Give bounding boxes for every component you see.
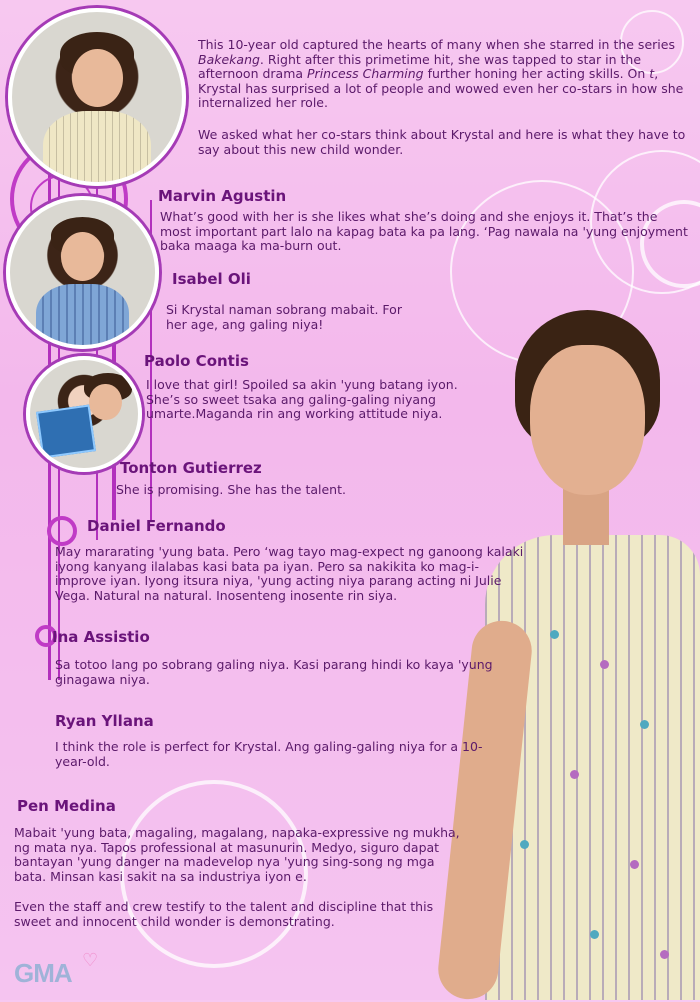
quote-author: Ina Assistio xyxy=(52,628,150,646)
quote-author: Tonton Gutierrez xyxy=(120,459,262,477)
show-title: Bakekang xyxy=(198,51,260,67)
portrait-photo-1 xyxy=(8,8,186,186)
decor-ring xyxy=(47,516,77,546)
portrait-photo-3 xyxy=(26,356,142,472)
quote-author: Marvin Agustin xyxy=(158,187,287,205)
show-title: Princess Charming xyxy=(307,66,424,81)
quote-author: Ryan Yllana xyxy=(55,712,154,730)
intro-paragraph-2: We asked what her co-stars think about Krystal and here is what they have to say about this new child wonder. xyxy=(198,127,686,157)
intro-paragraph: This 10-year old captured the hearts of many when she starred in the series Bakekang. Right after this primetime hit, she was tapped to star in the afternoon drama Princess Charming further honing her acting skills. On t, Krystal has surprised a lot of people and wowed even her co-stars in how she internalized her role. xyxy=(198,37,684,110)
quote-text: I love that girl! Spoiled sa akin 'yung batang iyon. She’s so sweet tsaka ang galing-galing niyang umarte.Maganda rin ang working attitude niya. xyxy=(146,377,458,421)
show-title: t xyxy=(649,66,655,81)
quote-text: Sa totoo lang po sobrang galing niya. Kasi parang hindi ko kaya 'yung ginagawa niya. xyxy=(55,657,493,687)
quote-text: What’s good with her is she likes what she’s doing and she enjoys it. That’s the most important part lalo na kapag bata ka pa lang. ‘Pag nawala na 'yung enjoyment baka maaga ka ma-burn out. xyxy=(160,209,688,253)
quote-text: She is promising. She has the talent. xyxy=(116,482,346,497)
quote-text: I think the role is perfect for Krystal. Ang galing-galing niya for a 10-year-old. xyxy=(55,739,483,769)
quote-text: May mararating 'yung bata. Pero ‘wag tayo mag-expect ng ganoong kalaki iyong kanyang ilalabas kasi bata pa iyan. Pero sa nakikita ko mag-i-improve iyan. Iyong itsura niya, 'yung acting niya parang acting ni Julie Vega. Natural na natural. Inosenteng inosente rin siya. xyxy=(55,544,524,603)
quote-author: Paolo Contis xyxy=(144,352,249,370)
portrait-photo-2 xyxy=(6,196,159,349)
quote-author: Isabel Oli xyxy=(172,270,251,288)
heart-icon: ♡ xyxy=(82,950,99,971)
quote-text: Si Krystal naman sobrang mabait. For her age, ang galing niya! xyxy=(166,302,402,332)
gma-logo: GMA xyxy=(14,958,72,988)
quote-text: Mabait 'yung bata, magaling, magalang, napaka-expressive ng mukha, ng mata nya. Tapos professional at masunurin. Medyo, siguro dapat bantayan 'yung danger na madevelop nya 'yung sing-song ng mga bata. Minsan kasi sakit na sa industriya iyon e. xyxy=(14,825,460,884)
quote-author: Pen Medina xyxy=(17,797,116,815)
quote-author: Daniel Fernando xyxy=(87,517,226,535)
closing-paragraph: Even the staff and crew testify to the talent and discipline that this sweet and innocent child wonder is demonstrating. xyxy=(14,899,434,929)
